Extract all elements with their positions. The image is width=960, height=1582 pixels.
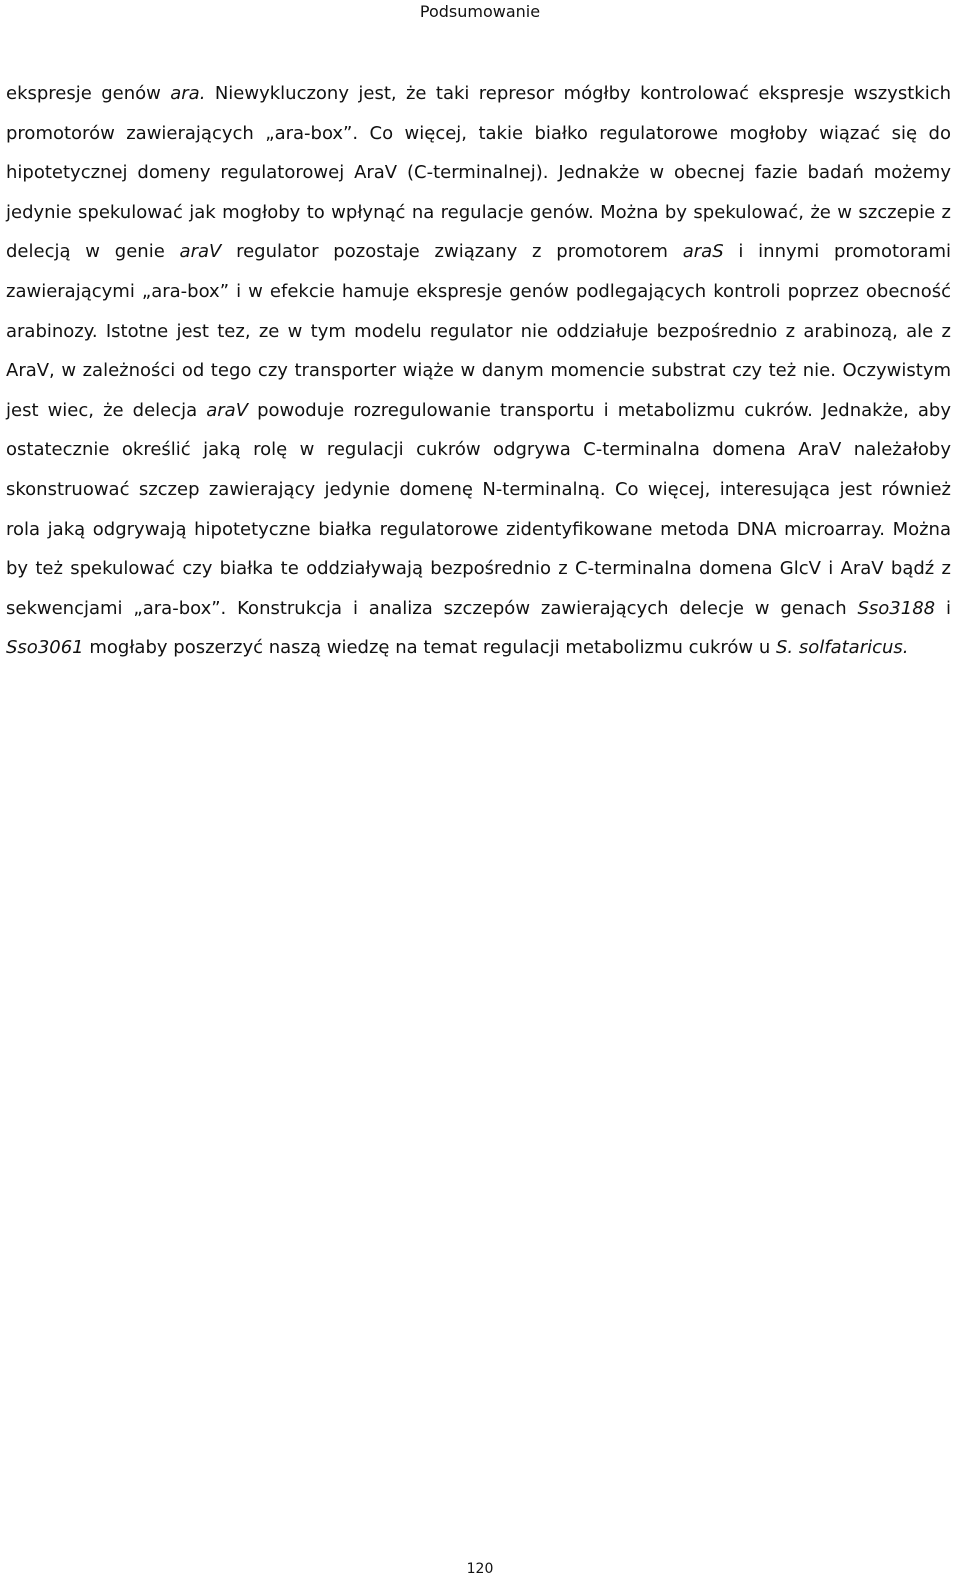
italic-gene-name: araV	[206, 399, 249, 421]
running-header: Podsumowanie	[419, 2, 541, 21]
italic-gene-name: Sso3061	[6, 637, 84, 659]
text-run: i innymi promotorami zawierającymi „ara-box” i w efekcie hamuje ekspresje genów podlegających kontroli poprzez obecność arabinozy. Istotne jest tez, ze w tym modelu regulator nie oddziałuje bezpośrednio z arabinozą, ale z AraV, w zależności od tego czy transporter wiąże w danym momencie substrat czy też nie. Oczywistym jest wiec, że delecja	[6, 241, 951, 421]
italic-gene-name: Sso3188	[857, 597, 936, 619]
text-run: powoduje rozregulowanie transportu i metabolizmu cukrów. Jednakże, aby ostatecznie określić jaką rolę w regulacji cukrów odgrywa C-terminalna domena AraV należałoby skonstruować szczep zawierający jedynie domenę N-terminalną. Co więcej, interesująca jest również rola jaką odgrywają hipotetyczne białka regulatorowe zidentyfikowane metoda DNA microarray. Można by też spekulować czy białka te oddziaływają bezpośrednio z C-terminalna domena GlcV i AraV bądź z sekwencjami „ara-box”. Konstrukcja i analiza szczepów zawierających delecje w genach	[6, 399, 951, 619]
italic-species-name: S. solfataricus.	[775, 637, 909, 659]
italic-gene-name: ara.	[170, 83, 206, 104]
body-paragraph	[6, 74, 951, 668]
text-run: mogłaby poszerzyć naszą wiedzę na temat regulacji metabolizmu cukrów u	[83, 637, 776, 659]
text-run: Niewykluczony jest, że taki represor mógłby kontrolować ekspresje wszystkich promotorów zawierających „ara-box”. Co więcej, takie białko regulatorowe mogłoby wiązać się do hipotetycznej domeny regulatorowej AraV (C-terminalnej). Jednakże w obecnej fazie badań możemy jedynie spekulować jak mogłoby to wpłynąć na regulacje genów. Można by spekulować, że w szczepie z delecją w genie	[6, 83, 952, 263]
text-run: i	[935, 597, 951, 619]
text-run: regulator pozostaje związany z promotorem	[221, 241, 683, 263]
page-number: 120	[466, 1561, 494, 1577]
italic-gene-name: araS	[682, 241, 724, 263]
text-run: ekspresje genów	[6, 83, 171, 104]
italic-gene-name: araV	[179, 241, 222, 263]
